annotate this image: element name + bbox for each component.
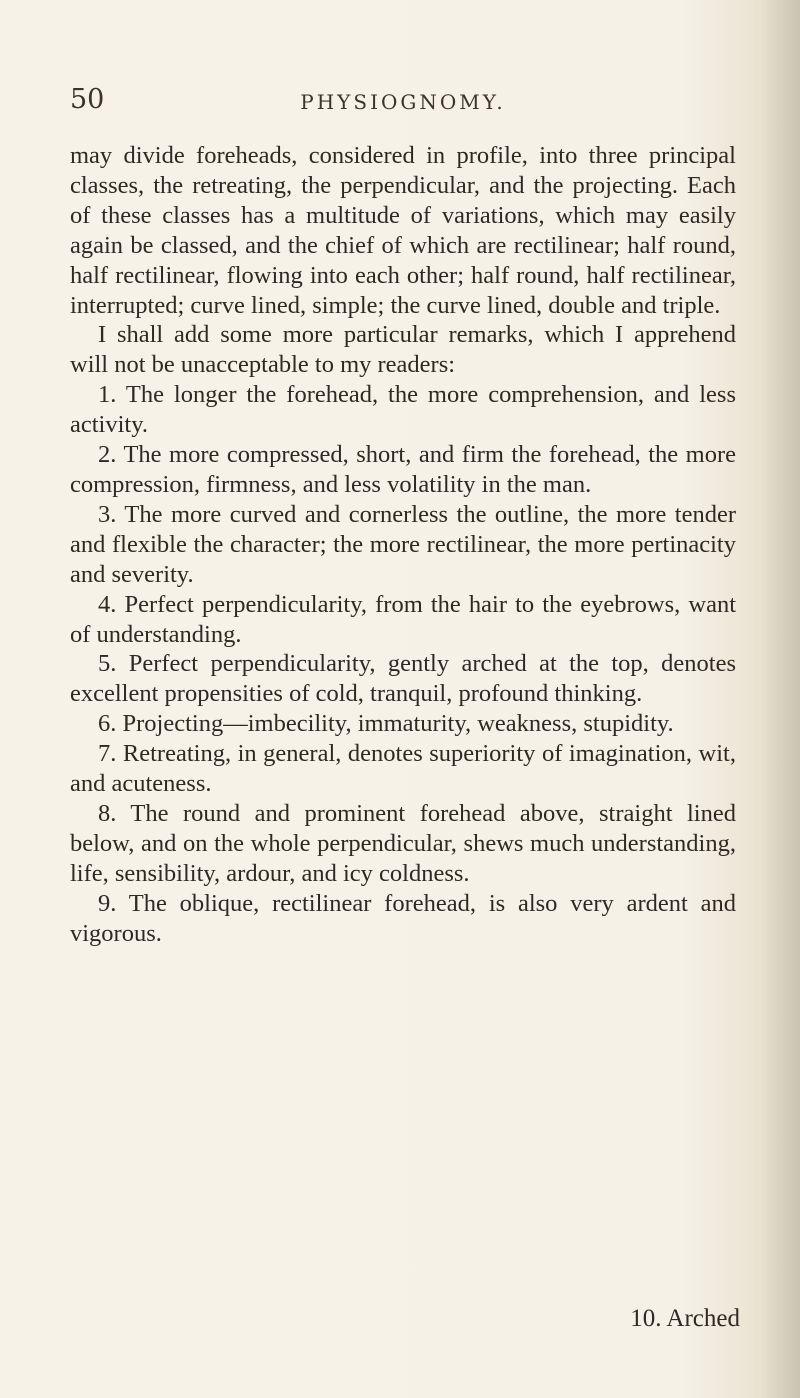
catchword: 10. Arched [630,1305,740,1332]
page-header [70,84,736,120]
remark-1: 1. The longer the forehead, the more comprehension, and less activity. [70,381,736,439]
remark-8: 8. The round and prominent forehead above, straight lined below, and on the whole perpendicular, shews much understanding, life, sensibility, ardour, and icy coldness. [70,799,736,887]
page-edge-shadow [760,0,800,1398]
page-number: 50 [70,84,105,115]
remark-4: 4. Perfect perpendicularity, from the hair to the eyebrows, want of understanding. [70,590,736,648]
remark-6: 6. Projecting—imbecility, immaturity, weakness, stupidity. [98,710,674,738]
remark-2: 2. The more compressed, short, and firm the forehead, the more compression, firmness, and less volatility in the man. [70,441,736,498]
remark-5: 5. Perfect perpendicularity, gently arched at the top, denotes excellent propensities of cold, tranquil, profound thinking. [70,650,736,708]
running-head: PHYSIOGNOMY. [300,90,506,114]
remark-3: 3. The more curved and cornerless the outline, the more tender and flexible the character; the more rectilinear, the more pertinacity and severity. [70,500,736,588]
remark-9: 9. The oblique, rectilinear forehead, is also very ardent and vigorous. [70,889,736,947]
body-text [70,141,736,948]
remark-7: 7. Retreating, in general, denotes superiority of imagination, wit, and acuteness. [70,740,736,798]
paragraph-remarks: I shall add some more particular remarks, which I apprehend will not be unacceptable to my readers: [70,321,736,379]
paragraph-intro: may divide foreheads, considered in profile, into three principal classes, the retreating, the perpendicular, and the projecting. Each of these classes has a multitude of variations, which may easily again be classed, and the chief of which are rectilinear; half round, half rectilinear, flowing into each other; half round, half rectilinear, interrupted; curve lined, simple; the curve lined, double and triple. [70,142,736,319]
